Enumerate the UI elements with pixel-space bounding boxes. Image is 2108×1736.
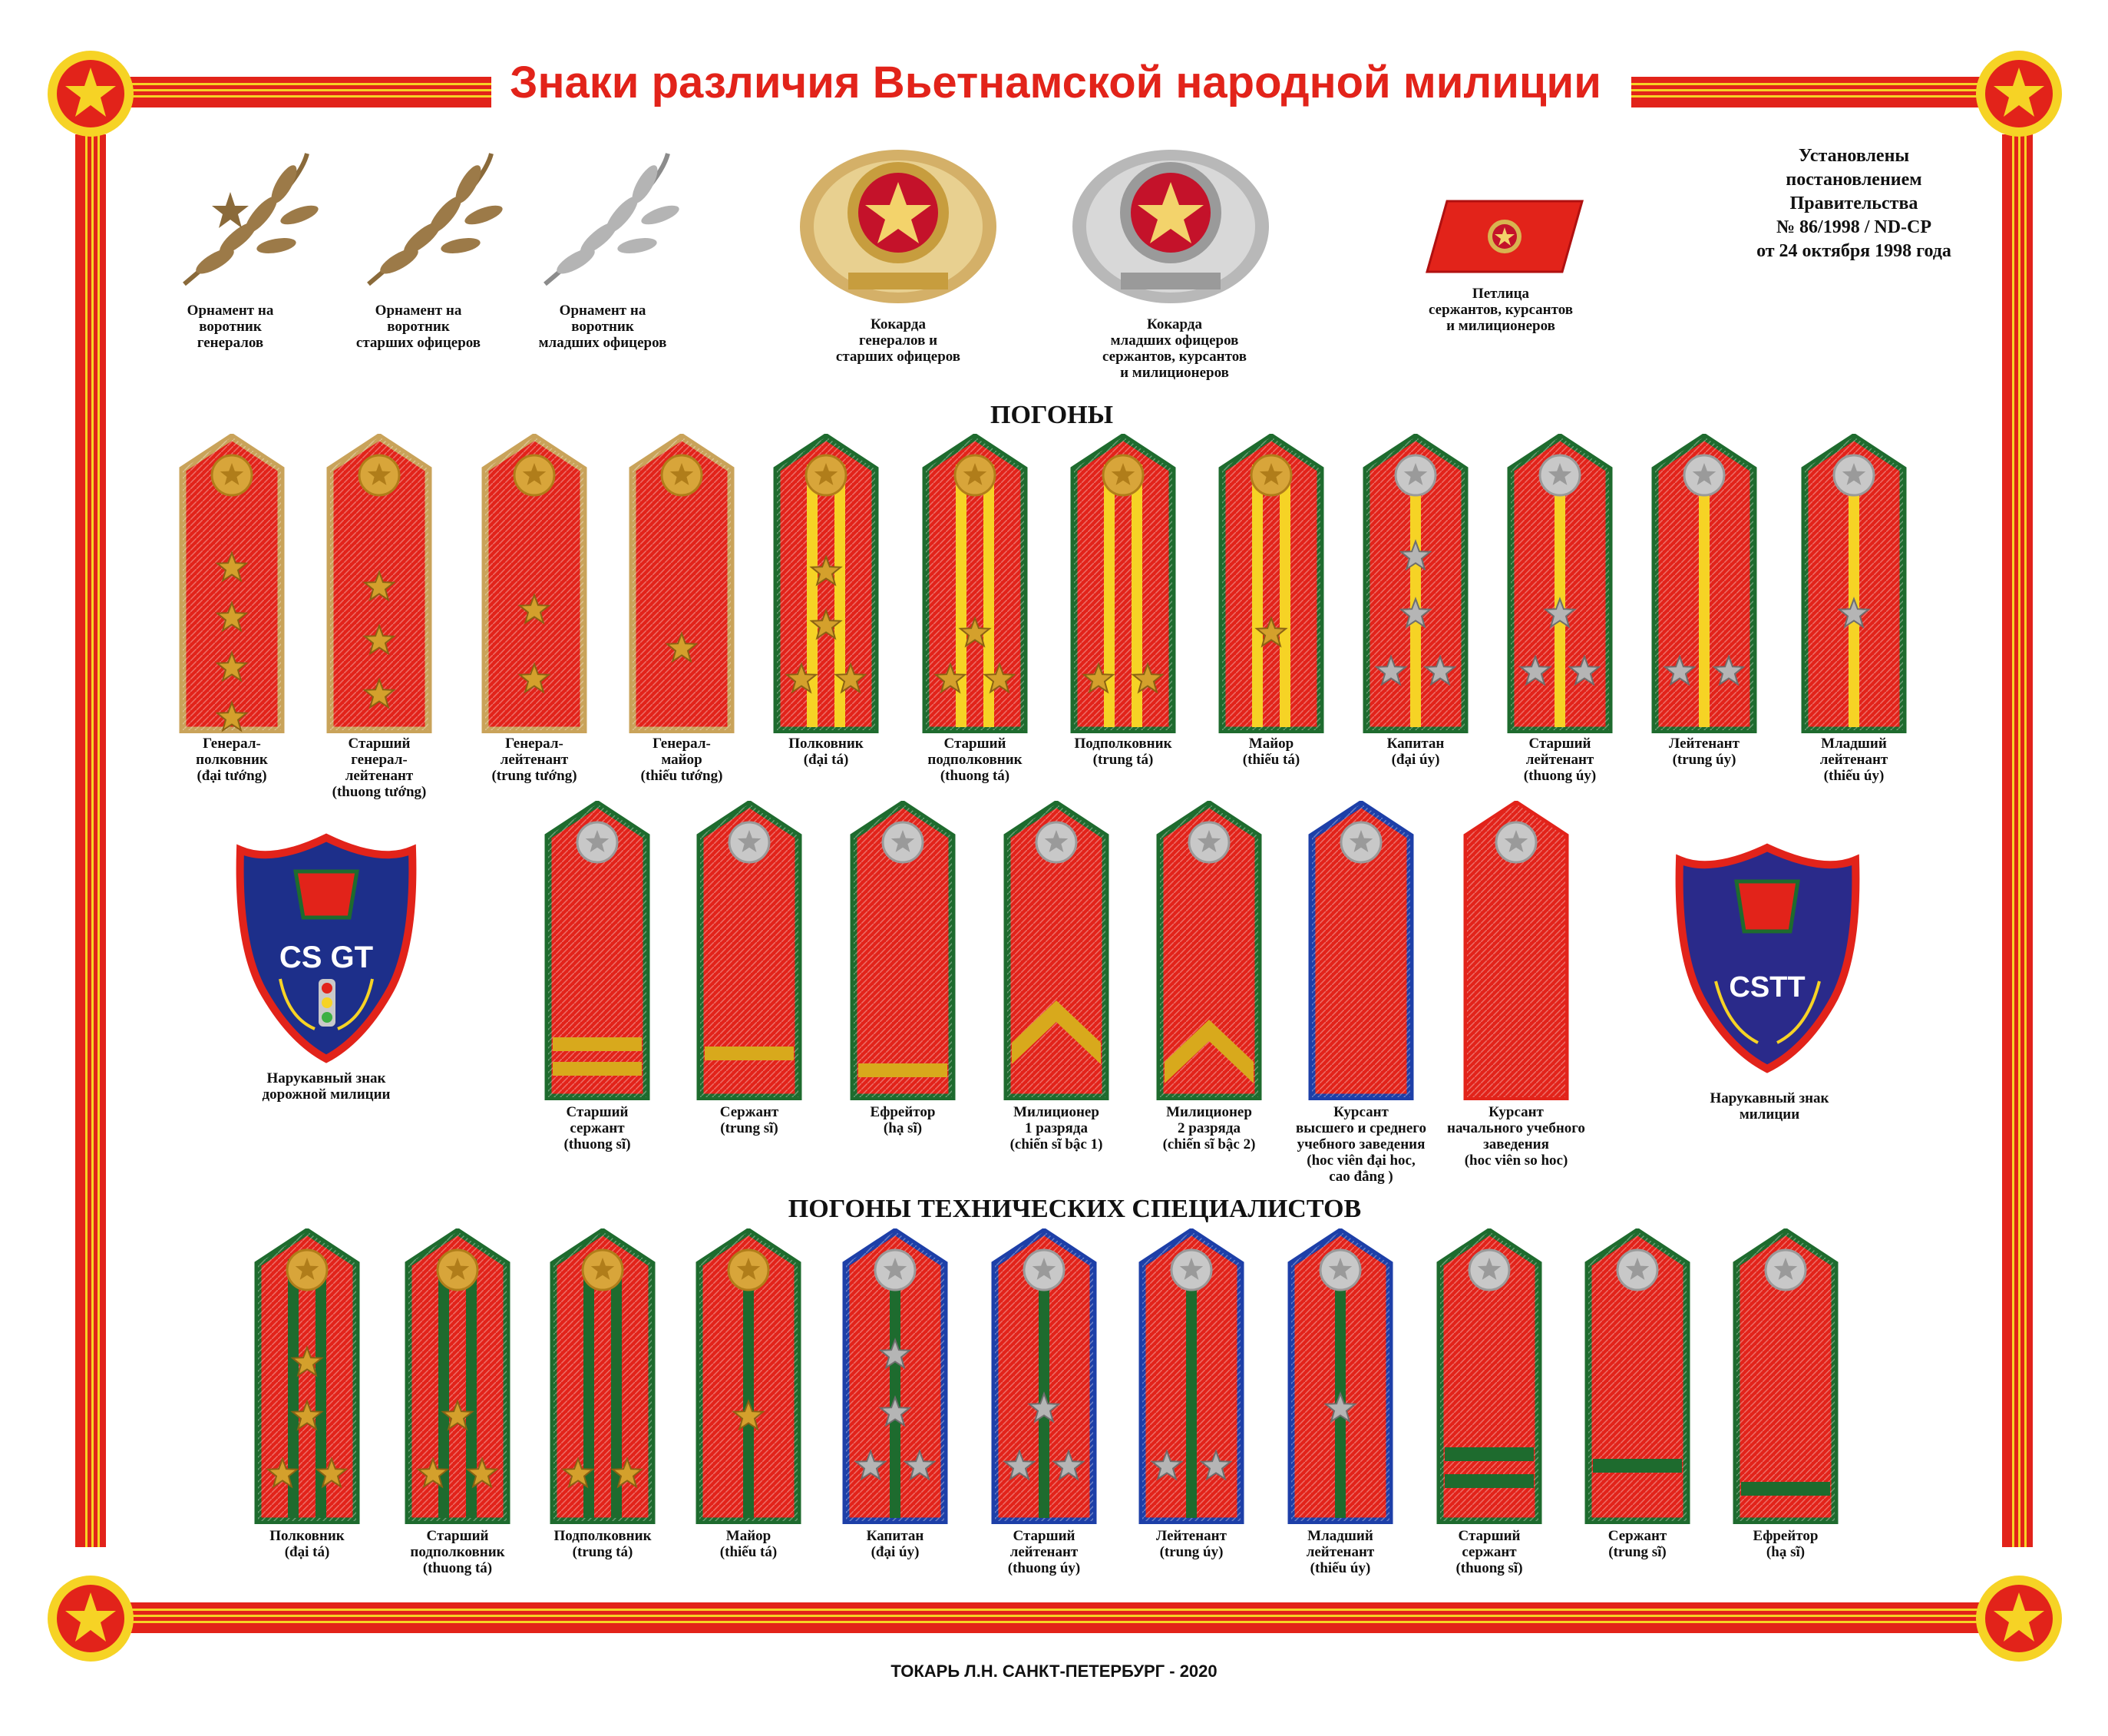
shoulder-board	[1800, 434, 1908, 733]
rank-label: Майор (thiếu tá)	[1242, 736, 1300, 768]
shoulder-board	[1003, 801, 1110, 1100]
rank-label: Генерал- лейтенант (trung tướng)	[491, 736, 577, 784]
rank-label: Курсант высшего и среднего учебного заведения (hoc viên đại hoc, cao đẳng )	[1296, 1104, 1426, 1185]
section-title-technical: ПОГОНЫ ТЕХНИЧЕСКИХ СПЕЦИАЛИСТОВ	[788, 1195, 1362, 1223]
frame-bottom	[115, 1602, 1996, 1633]
rank-label: Старший сержант (thuong sĩ)	[1455, 1528, 1523, 1576]
insignia-label: Орнамент на воротник младших офицеров	[538, 303, 667, 351]
rank-label: Генерал- полковник (đại tướng)	[196, 736, 268, 784]
rank-label: Старший подполковник (thuong tá)	[410, 1528, 505, 1576]
shoulder-board	[1138, 1228, 1245, 1524]
shoulder-board	[549, 1228, 656, 1524]
shoulder-board	[253, 1228, 361, 1524]
shoulder-board	[1362, 434, 1469, 733]
collar-junior-officer-icon	[530, 146, 691, 299]
rank-label: Ефрейтор (hạ sĩ)	[1753, 1528, 1819, 1560]
rank-label: Младший лейтенант (thiếu úy)	[1819, 736, 1888, 784]
cockade-silver-icon	[1067, 127, 1274, 311]
badge-label: Нарукавный знак дорожной милиции	[262, 1070, 391, 1103]
rank-label: Полковник (đại tá)	[788, 736, 864, 768]
badge-label: Нарукавный знак милиции	[1710, 1090, 1829, 1123]
rank-label: Старший подполковник (thuong tá)	[927, 736, 1023, 784]
insignia-label: Петлица сержантов, курсантов и милиционеров	[1429, 286, 1573, 334]
footer-credit: ТОКАРЬ Л.Н. САНКТ-ПЕТЕРБУРГ - 2020	[890, 1662, 1218, 1681]
shoulder-board	[772, 434, 880, 733]
rank-label: Подполковник (trung tá)	[553, 1528, 652, 1560]
rank-label: Старший сержант (thuong sĩ)	[563, 1104, 631, 1152]
traffic-police-badge	[234, 833, 418, 1063]
state-emblem-icon	[1973, 1572, 2065, 1665]
rank-label: Сержант (trung sĩ)	[1607, 1528, 1667, 1560]
shoulder-board	[1069, 434, 1177, 733]
insignia-label: Орнамент на воротник старших офицеров	[355, 303, 481, 351]
rank-label: Курсант начального учебного заведения (hoc viên so hoc)	[1447, 1104, 1585, 1169]
rank-label: Милиционер 2 разряда (chiến sĩ bậc 2)	[1162, 1104, 1256, 1152]
militia-badge	[1674, 843, 1862, 1073]
shoulder-board	[1307, 801, 1415, 1100]
shoulder-board	[841, 1228, 949, 1524]
rank-label: Старший лейтенант (thuong úy)	[1007, 1528, 1081, 1576]
cockade-gold-icon	[795, 127, 1002, 311]
collar-tab-icon	[1424, 198, 1585, 275]
badge-text: CSTT	[1729, 971, 1806, 1004]
shoulder-board	[178, 434, 286, 733]
rank-label: Лейтенант (trung úy)	[1669, 736, 1740, 768]
rank-label: Милиционер 1 разряда (chiến sĩ bậc 1)	[1009, 1104, 1103, 1152]
collar-general-icon	[169, 146, 330, 299]
section-title-shoulder-boards: ПОГОНЫ	[990, 401, 1113, 429]
decree-note: Установлены постановлением Правительства № 86/1998 / ND-CP от 24 октября 1998 года	[1756, 146, 1951, 261]
rank-label: Старший генерал- лейтенант (thuong tướng)	[332, 736, 427, 800]
shoulder-board	[849, 801, 957, 1100]
badge-text: CS GT	[279, 941, 374, 974]
rank-label: Капитан (đại úy)	[866, 1528, 924, 1560]
shoulder-board	[1650, 434, 1758, 733]
page-title: Знаки различия Вьетнамской народной милиции	[510, 58, 1601, 107]
shoulder-board	[404, 1228, 511, 1524]
shoulder-board	[1287, 1228, 1394, 1524]
insignia-label: Орнамент на воротник генералов	[187, 303, 274, 351]
shoulder-board	[921, 434, 1029, 733]
shoulder-board	[1506, 434, 1614, 733]
rank-label: Ефрейтор (hạ sĩ)	[870, 1104, 936, 1136]
shoulder-board	[696, 801, 803, 1100]
rank-label: Младший лейтенант (thiếu úy)	[1306, 1528, 1375, 1576]
shoulder-board	[695, 1228, 802, 1524]
rank-label: Сержант (trung sĩ)	[719, 1104, 779, 1136]
state-emblem-icon	[45, 48, 137, 140]
shoulder-board	[1436, 1228, 1543, 1524]
shoulder-board	[1584, 1228, 1691, 1524]
shoulder-board	[1462, 801, 1570, 1100]
rank-label: Генерал- майор (thiếu tướng)	[640, 736, 723, 784]
insignia-label: Кокарда младших офицеров сержантов, курсантов и милиционеров	[1102, 316, 1247, 381]
shoulder-board	[544, 801, 651, 1100]
shoulder-board	[628, 434, 735, 733]
shoulder-board	[1732, 1228, 1839, 1524]
insignia-label: Кокарда генералов и старших офицеров	[835, 316, 961, 365]
frame-top-left	[115, 77, 491, 107]
rank-label: Старший лейтенант (thuong úy)	[1523, 736, 1597, 784]
rank-label: Капитан (đại úy)	[1386, 736, 1445, 768]
shoulder-board	[481, 434, 588, 733]
rank-label: Полковник (đại tá)	[269, 1528, 345, 1560]
frame-top-right	[1631, 77, 1996, 107]
state-emblem-icon	[45, 1572, 137, 1665]
rank-label: Майор (thiếu tá)	[719, 1528, 778, 1560]
shoulder-board	[325, 434, 433, 733]
state-emblem-icon	[1973, 48, 2065, 140]
frame-right	[2002, 134, 2033, 1547]
shoulder-board	[990, 1228, 1098, 1524]
rank-label: Лейтенант (trung úy)	[1156, 1528, 1227, 1560]
collar-senior-officer-icon	[353, 146, 514, 299]
frame-left	[75, 134, 106, 1547]
rank-label: Подполковник (trung tá)	[1074, 736, 1172, 768]
shoulder-board	[1155, 801, 1263, 1100]
shoulder-board	[1218, 434, 1325, 733]
